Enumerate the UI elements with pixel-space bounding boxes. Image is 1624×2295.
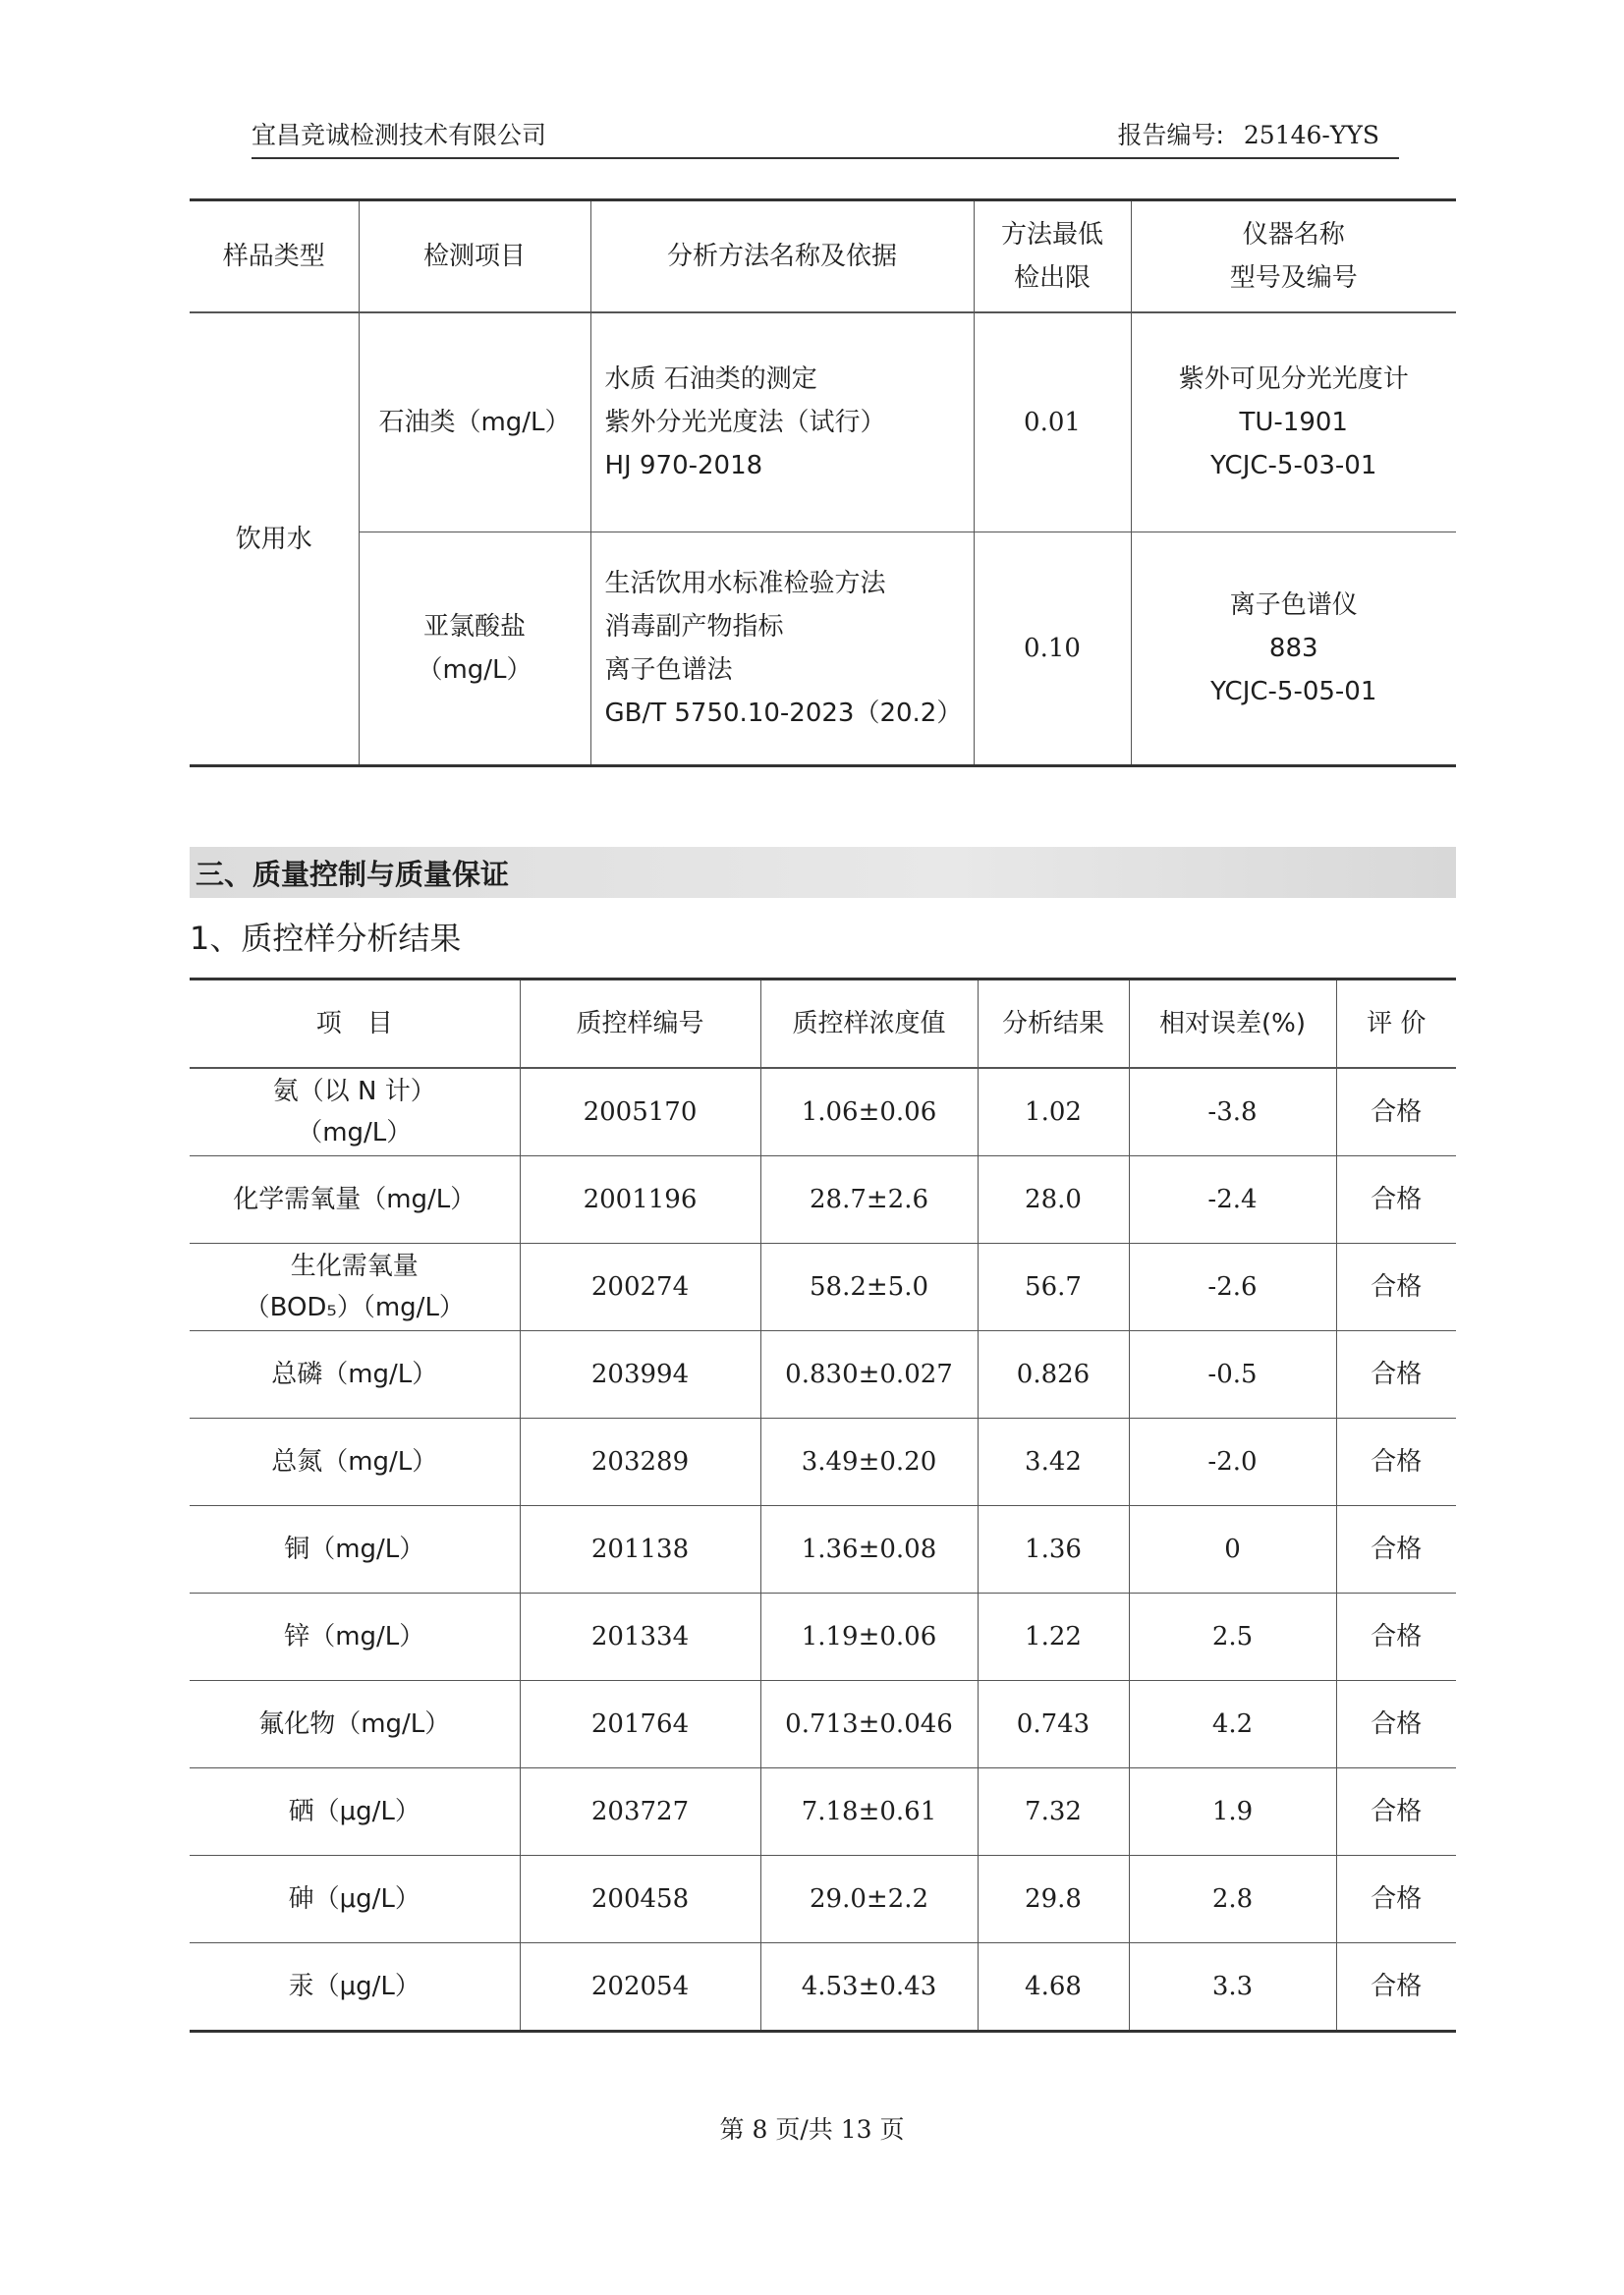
qc-id-cell: 203727 [520,1768,760,1856]
qc-item-cell: 铜（mg/L） [190,1506,520,1594]
page-footer: 第 8 页/共 13 页 [719,2115,905,2144]
instrument-cell: 离子色谱仪 883 YCJC-5-05-01 [1131,532,1456,766]
table-row [190,1331,1456,1419]
detection-limit-cell: 0.10 [974,532,1131,766]
qc-relative-error-cell: 0 [1129,1506,1336,1594]
qc-evaluation-cell: 合格 [1336,1331,1456,1419]
qc-id-cell: 200274 [520,1244,760,1331]
method-cell: 水质 石油类的测定 紫外分光光度法（试行） HJ 970-2018 [590,312,974,532]
qc-relative-error-cell: 2.5 [1129,1594,1336,1681]
table-row [190,1068,1456,1156]
report-number-label: 报告编号: [1117,121,1224,149]
report-number-value: 25146-YYS [1243,121,1379,149]
qc-relative-error-cell: -0.5 [1129,1331,1336,1419]
test-item-cell: 石油类（mg/L） [359,312,590,532]
qc-relative-error-cell: 1.9 [1129,1768,1336,1856]
table-row [190,1244,1456,1331]
qc-table-body [190,1068,1456,2032]
qc-result-cell: 56.7 [978,1244,1129,1331]
header-detection-limit: 方法最低 检出限 [974,200,1131,313]
qc-relative-error-cell: -2.6 [1129,1244,1336,1331]
test-item-cell: 亚氯酸盐 （mg/L） [359,532,590,766]
detection-limit-cell: 0.01 [974,312,1131,532]
qc-relative-error-cell: 4.2 [1129,1681,1336,1768]
method-table [190,198,1456,767]
table-row [190,1419,1456,1506]
qc-concentration-cell: 0.713±0.046 [760,1681,978,1768]
instrument-cell: 紫外可见分光光度计 TU-1901 YCJC-5-03-01 [1131,312,1456,532]
qc-result-cell: 7.32 [978,1768,1129,1856]
qc-concentration-cell: 3.49±0.20 [760,1419,978,1506]
qc-relative-error-cell: -3.8 [1129,1068,1336,1156]
table-row [190,1506,1456,1594]
header-qc-id: 质控样编号 [520,980,760,1069]
qc-evaluation-cell: 合格 [1336,1506,1456,1594]
qc-concentration-cell: 0.830±0.027 [760,1331,978,1419]
table-row [190,532,1456,766]
table-row [190,1943,1456,2032]
qc-id-cell: 201764 [520,1681,760,1768]
qc-evaluation-cell: 合格 [1336,1244,1456,1331]
header-relative-error: 相对误差(%) [1129,980,1336,1069]
qc-item-cell: 氟化物（mg/L） [190,1681,520,1768]
page-header [252,110,1399,159]
qc-evaluation-cell: 合格 [1336,1156,1456,1244]
company-name: 宜昌竞诚检测技术有限公司 [252,121,547,149]
qc-item-cell: 总磷（mg/L） [190,1331,520,1419]
qc-item-cell: 汞（μg/L） [190,1943,520,2032]
qc-evaluation-cell: 合格 [1336,1419,1456,1506]
qc-results-table [190,978,1456,2033]
qc-result-cell: 3.42 [978,1419,1129,1506]
table-row [190,1681,1456,1768]
qc-id-cell: 202054 [520,1943,760,2032]
subsection-title: 1、质控样分析结果 [190,920,462,957]
qc-result-cell: 29.8 [978,1856,1129,1943]
qc-relative-error-cell: 2.8 [1129,1856,1336,1943]
qc-concentration-cell: 1.36±0.08 [760,1506,978,1594]
section-title: 三、质量控制与质量保证 [190,847,1456,898]
qc-concentration-cell: 28.7±2.6 [760,1156,978,1244]
qc-concentration-cell: 4.53±0.43 [760,1943,978,2032]
qc-concentration-cell: 1.19±0.06 [760,1594,978,1681]
qc-relative-error-cell: 3.3 [1129,1943,1336,2032]
report-number [1117,116,1379,151]
qc-id-cell: 2001196 [520,1156,760,1244]
method-cell: 生活饮用水标准检验方法 消毒副产物指标 离子色谱法 GB/T 5750.10-2023（20.2） [590,532,974,766]
qc-item-cell: 硒（μg/L） [190,1768,520,1856]
header-test-item: 检测项目 [359,200,590,313]
qc-result-cell: 1.36 [978,1506,1129,1594]
qc-concentration-cell: 7.18±0.61 [760,1768,978,1856]
qc-evaluation-cell: 合格 [1336,1856,1456,1943]
qc-id-cell: 201334 [520,1594,760,1681]
qc-evaluation-cell: 合格 [1336,1068,1456,1156]
qc-relative-error-cell: -2.0 [1129,1419,1336,1506]
qc-result-cell: 0.743 [978,1681,1129,1768]
qc-result-cell: 28.0 [978,1156,1129,1244]
qc-evaluation-cell: 合格 [1336,1943,1456,2032]
qc-evaluation-cell: 合格 [1336,1681,1456,1768]
table-row [190,1856,1456,1943]
qc-table-header [190,980,1456,1069]
table-row [190,1768,1456,1856]
qc-item-cell: 总氮（mg/L） [190,1419,520,1506]
qc-result-cell: 1.22 [978,1594,1129,1681]
header-method: 分析方法名称及依据 [590,200,974,313]
qc-result-cell: 1.02 [978,1068,1129,1156]
qc-item-cell: 锌（mg/L） [190,1594,520,1681]
method-table-header [190,200,1456,313]
qc-concentration-cell: 1.06±0.06 [760,1068,978,1156]
qc-id-cell: 2005170 [520,1068,760,1156]
qc-item-cell: 化学需氧量（mg/L） [190,1156,520,1244]
header-instrument: 仪器名称 型号及编号 [1131,200,1456,313]
header-result: 分析结果 [978,980,1129,1069]
qc-concentration-cell: 29.0±2.2 [760,1856,978,1943]
table-row [190,1594,1456,1681]
qc-evaluation-cell: 合格 [1336,1768,1456,1856]
sample-type-cell: 饮用水 [190,312,359,766]
qc-id-cell: 200458 [520,1856,760,1943]
qc-concentration-cell: 58.2±5.0 [760,1244,978,1331]
qc-id-cell: 203289 [520,1419,760,1506]
qc-item-cell: 砷（μg/L） [190,1856,520,1943]
header-sample-type: 样品类型 [190,200,359,313]
qc-evaluation-cell: 合格 [1336,1594,1456,1681]
qc-result-cell: 4.68 [978,1943,1129,2032]
header-evaluation: 评 价 [1336,980,1456,1069]
header-item: 项 目 [190,980,520,1069]
qc-relative-error-cell: -2.4 [1129,1156,1336,1244]
table-row [190,312,1456,532]
qc-result-cell: 0.826 [978,1331,1129,1419]
header-qc-concentration: 质控样浓度值 [760,980,978,1069]
qc-item-cell: 生化需氧量 （BOD₅）（mg/L） [190,1244,520,1331]
qc-id-cell: 201138 [520,1506,760,1594]
qc-id-cell: 203994 [520,1331,760,1419]
table-row [190,1156,1456,1244]
qc-item-cell: 氨（以 N 计） （mg/L） [190,1068,520,1156]
